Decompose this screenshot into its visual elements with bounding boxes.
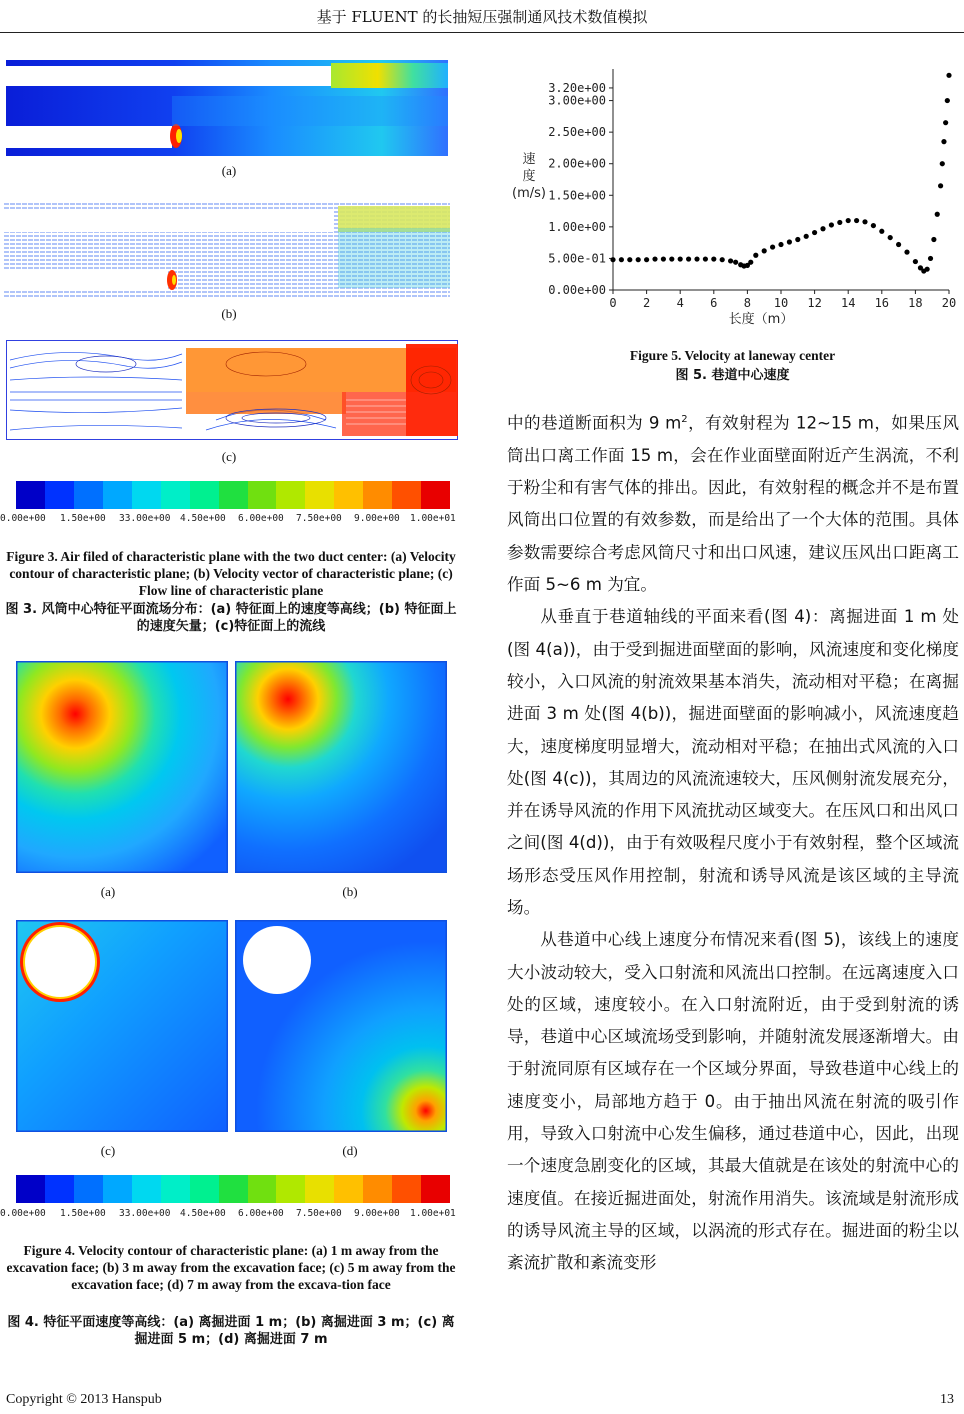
data-point	[795, 237, 800, 242]
data-point	[854, 218, 859, 223]
data-point	[694, 256, 699, 261]
fig5-caption-cn: 图 5. 巷道中心速度	[675, 368, 790, 383]
fig3c-flow-lines	[6, 340, 458, 440]
running-header: 基于 FLUENT 的长抽短压强制通风技术数值模拟	[316, 8, 648, 26]
fig3-cb-label-5: 7.50e+00	[296, 513, 342, 524]
fig3-cb-label-3: 4.50e+00	[180, 513, 226, 524]
paragraph-1-end: ，有效射程为 12~15 m，如果压风筒出口离工作面 15 m，会在作业面壁面附近产生涡流，不利于粉尘和有害气体的排出。因此，有效射程的概念并不是布置风筒出口位置的有效参数，而是给出了一个大体的范围。具体参数需要综合考虑风筒尺寸和出口风速，建议压风出口距离工作面 5~6 m 为宜。	[507, 413, 959, 595]
cb4-swatch-7	[219, 1175, 248, 1203]
data-point	[804, 234, 809, 239]
x-tick-label: 2	[642, 296, 651, 310]
fig3b-velocity-vectors	[4, 198, 450, 300]
fig4d-contour-7m	[235, 920, 447, 1132]
fig4-caption-en: Figure 4. Velocity contour of characteristic plane: (a) 1 m away from the excavation face; (b) 3 m away from the excavation face; (c) 5 m away from the excavation face; (d) 7 m away from the excava-tion face	[6, 1243, 456, 1292]
fig3a-label: (a)	[221, 163, 237, 178]
fig4-cb-label-0: 0.00e+00	[0, 1208, 46, 1219]
fig5-caption-en: Figure 5. Velocity at laneway center	[629, 348, 836, 363]
data-point	[896, 242, 901, 247]
fig4b-contour-3m	[235, 661, 447, 873]
x-tick-label: 14	[840, 296, 856, 310]
data-point	[879, 229, 884, 234]
cb3-swatch-9	[276, 481, 305, 509]
cb4-swatch-9	[276, 1175, 305, 1203]
cb4-swatch-10	[305, 1175, 334, 1203]
data-point	[862, 219, 867, 224]
data-point	[678, 256, 683, 261]
cb4-swatch-5	[161, 1175, 190, 1203]
x-tick-label: 12	[807, 296, 822, 310]
data-point	[812, 230, 817, 235]
superscript-2: 2	[681, 414, 688, 425]
cb4-swatch-1	[45, 1175, 74, 1203]
body-text	[507, 404, 959, 1280]
cb4-swatch-2	[74, 1175, 103, 1203]
data-point	[829, 222, 834, 227]
paragraph-2: 从垂直于巷道轴线的平面来看(图 4)：离掘进面 1 m 处(图 4(a))，由于受到掘进面壁面的影响，风流速度和变化梯度较小，入口风流的射流效果基本消失，流动相对平稳；在离掘进面 3 m 处(图 4(b))，掘进面壁面的影响减小，风流速度趋大，速度梯度明显增大，流动相对平稳；在抽出式风流的入口处(图 4(c))，其周边的风流流速较大，压风侧射流发展充分，并在诱导风流的作用下风流扰动区域变大。在压风口和出风口之间(图 4(d))，由于有效吸程尺度小于有效射程，整个区域流场形态受压风作用控制，射流和诱导风流是该区域的主导流场。	[507, 607, 959, 917]
fig3b-label: (b)	[221, 306, 237, 321]
cb4-swatch-4	[132, 1175, 161, 1203]
paragraph-1	[507, 404, 959, 601]
data-point	[661, 256, 666, 261]
fig4a-label: (a)	[100, 884, 116, 899]
cb3-swatch-8	[248, 481, 277, 509]
cb3-swatch-10	[305, 481, 334, 509]
y-axis-label: (m/s)	[512, 186, 546, 201]
cb4-swatch-8	[248, 1175, 277, 1203]
data-point	[636, 257, 641, 262]
data-point	[748, 260, 753, 265]
cb3-swatch-2	[74, 481, 103, 509]
data-point	[728, 258, 733, 263]
paragraph-3: 从巷道中心线上速度分布情况来看(图 5)，该线上的速度大小波动较大，受入口射流和风流出口控制。在远离速度入口处的区域，速度较小。在入口射流附近，由于受到射流的诱导，巷道中心区域流场受到影响，并随射流发展逐渐增大。由于射流同原有区域存在一个区域分界面，导致巷道中心线上的速度变小，局部地方趋于 0。由于抽出风流在射流的吸引作用，导致入口射流中心发生偏移，通过巷道中心，因此，出现一个速度急剧变化的区域，其最大值就是在该处的射流中心的速度值。在接近掘进面处，射流作用消失。该流域是射流形成的诱导风流主导的区域，以涡流的形式存在。掘进面的粉尘以紊流扩散和紊流变形	[507, 930, 959, 1273]
fig4-colorbar	[16, 1175, 450, 1203]
data-point	[904, 250, 909, 255]
x-tick-label: 4	[676, 296, 684, 310]
data-point	[610, 257, 615, 262]
fig4d-label: (d)	[342, 1143, 358, 1158]
y-tick-label: 1.50e+00	[548, 188, 606, 203]
fig4a-contour-1m	[16, 661, 228, 873]
y-axis-label: 度	[522, 169, 536, 184]
fig3-cb-label-1: 1.50e+00	[60, 513, 106, 524]
data-point	[871, 223, 876, 228]
cb3-swatch-14	[421, 481, 450, 509]
cb4-swatch-0	[16, 1175, 45, 1203]
data-point	[941, 139, 946, 144]
cb3-swatch-12	[363, 481, 392, 509]
cb3-swatch-5	[161, 481, 190, 509]
x-tick-label: 20	[941, 296, 957, 310]
fig4-cb-label-3: 4.50e+00	[180, 1208, 226, 1219]
fig3-cb-label-4: 6.00e+00	[238, 513, 284, 524]
fig3a-velocity-contour	[6, 56, 448, 156]
fig5-velocity-chart	[505, 55, 960, 335]
x-tick-label: 16	[874, 296, 890, 310]
fig3-caption-en: Figure 3. Air filed of characteristic plane with the two duct center: (a) Velocity contour of characteristic plane; (b) Velocity vector of characteristic plane; (c) Flow line of characteristic plane	[6, 549, 456, 598]
fig3-cb-label-0: 0.00e+00	[0, 513, 46, 524]
fig3-colorbar-labels	[0, 513, 462, 527]
header-rule	[0, 32, 964, 33]
data-point	[945, 98, 950, 103]
data-point	[946, 73, 951, 78]
data-point	[711, 256, 716, 261]
data-point	[925, 267, 930, 272]
cb4-swatch-3	[103, 1175, 132, 1203]
data-point	[888, 235, 893, 240]
data-point	[686, 256, 691, 261]
data-point	[943, 120, 948, 125]
cb4-swatch-11	[334, 1175, 363, 1203]
data-point	[770, 244, 775, 249]
cb3-swatch-7	[219, 481, 248, 509]
fig3-caption-cn: 图 3. 风筒中心特征平面流场分布：(a) 特征面上的速度等高线；(b) 特征面上的速度矢量；(c)特征面上的流线	[5, 602, 457, 634]
data-point	[762, 248, 767, 253]
cb3-swatch-1	[45, 481, 74, 509]
cb3-swatch-6	[190, 481, 219, 509]
data-point	[733, 260, 738, 265]
fig4c-label: (c)	[100, 1143, 116, 1158]
y-tick-label: 2.00e+00	[548, 156, 606, 171]
x-axis-label: 长度（m）	[728, 312, 794, 327]
data-point	[619, 257, 624, 262]
data-point	[778, 242, 783, 247]
fig4-cb-label-7: 1.00e+01	[410, 1208, 456, 1219]
x-tick-label: 0	[609, 296, 617, 310]
data-point	[837, 220, 842, 225]
footer-copyright: Copyright © 2013 Hanspub	[6, 1392, 162, 1407]
data-point	[703, 256, 708, 261]
cb4-swatch-6	[190, 1175, 219, 1203]
y-tick-label: 5.00e-01	[548, 251, 606, 266]
data-point	[846, 218, 851, 223]
cb4-swatch-12	[363, 1175, 392, 1203]
fig3-cb-label-7: 1.00e+01	[410, 513, 456, 524]
fig3-cb-label-2: 33.00e+00	[119, 513, 171, 524]
fig4-cb-label-4: 6.00e+00	[238, 1208, 284, 1219]
data-point	[938, 183, 943, 188]
fig3c-label: (c)	[221, 449, 237, 464]
y-tick-label: 3.00e+00	[548, 93, 606, 108]
data-point	[940, 161, 945, 166]
cb3-swatch-4	[132, 481, 161, 509]
data-point	[669, 256, 674, 261]
cb4-swatch-14	[421, 1175, 450, 1203]
cb3-swatch-13	[392, 481, 421, 509]
data-point	[928, 256, 933, 261]
paragraph-1-start: 中的巷道断面积为 9 m	[507, 413, 682, 433]
x-tick-label: 6	[710, 296, 718, 310]
data-point	[627, 257, 632, 262]
y-tick-label: 3.20e+00	[548, 80, 606, 95]
data-point	[913, 259, 918, 264]
fig4-cb-label-6: 9.00e+00	[354, 1208, 400, 1219]
x-tick-label: 10	[773, 296, 789, 310]
data-point	[935, 212, 940, 217]
data-point	[787, 239, 792, 244]
x-tick-label: 18	[908, 296, 923, 310]
fig4b-label: (b)	[342, 884, 358, 899]
fig4-caption-cn: 图 4. 特征平面速度等高线：(a) 离掘进面 1 m；(b) 离掘进面 3 m；(c) 离掘进面 5 m；(d) 离掘进面 7 m	[7, 1315, 455, 1347]
data-point	[652, 256, 657, 261]
fig3-colorbar	[16, 481, 450, 509]
page-number: 13	[940, 1392, 954, 1407]
cb3-swatch-11	[334, 481, 363, 509]
x-tick-label: 8	[743, 296, 752, 310]
fig3-cb-label-6: 9.00e+00	[354, 513, 400, 524]
cb4-swatch-13	[392, 1175, 421, 1203]
data-point	[720, 257, 725, 262]
y-tick-label: 1.00e+00	[548, 219, 606, 234]
fig4c-contour-5m	[16, 920, 228, 1132]
cb3-swatch-3	[103, 481, 132, 509]
y-tick-label: 0.00e+00	[548, 283, 606, 297]
y-tick-label: 2.50e+00	[548, 125, 606, 140]
fig4-cb-label-5: 7.50e+00	[296, 1208, 342, 1219]
data-point	[644, 257, 649, 262]
fig4-colorbar-labels	[0, 1208, 462, 1222]
y-axis-label: 速	[522, 152, 536, 167]
cb3-swatch-0	[16, 481, 45, 509]
fig4-cb-label-1: 1.50e+00	[60, 1208, 106, 1219]
data-point	[820, 226, 825, 231]
fig4-cb-label-2: 33.00e+00	[119, 1208, 171, 1219]
data-point	[931, 237, 936, 242]
data-point	[753, 253, 758, 258]
